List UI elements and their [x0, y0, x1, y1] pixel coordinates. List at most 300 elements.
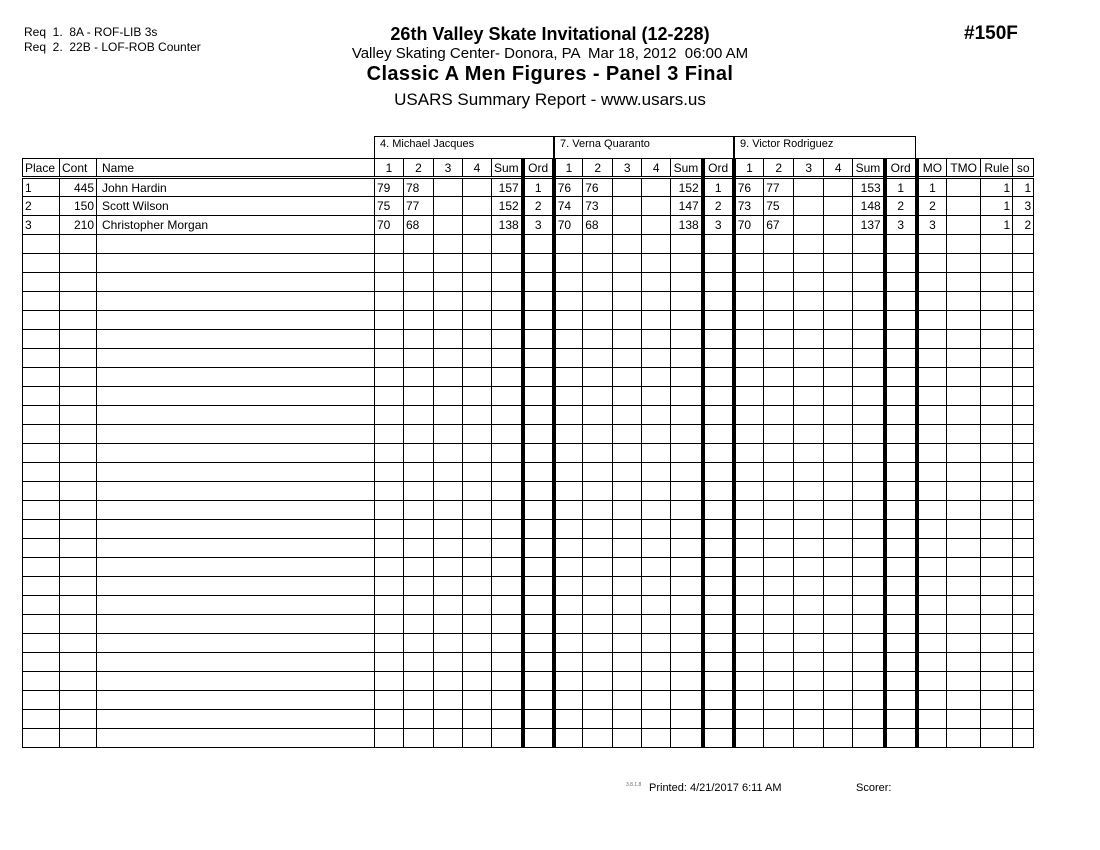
so-cell: 2: [1013, 216, 1034, 235]
col-place: Place: [23, 159, 60, 178]
judge1-score-cell: [375, 444, 404, 463]
judge3-score-cell: [885, 330, 917, 349]
empty-row: [23, 444, 1034, 463]
so-cell: [1013, 387, 1034, 406]
judge2-score-cell: [583, 387, 613, 406]
col-rule: Rule: [981, 159, 1013, 178]
judge1-score-cell: [375, 387, 404, 406]
judge3-score-cell: [734, 254, 764, 273]
judge1-score-cell: [463, 216, 492, 235]
judge3-score-cell: [794, 729, 824, 748]
judge3-score-cell: [824, 444, 853, 463]
judge1-score-cell: [463, 425, 492, 444]
cont-cell: [60, 425, 97, 444]
name-cell: John Hardin: [97, 178, 375, 197]
judge2-score-cell: [642, 254, 671, 273]
judge3-score-cell: [824, 710, 853, 729]
judge1-score-cell: [492, 425, 523, 444]
place-cell: [23, 406, 60, 425]
name-cell: [97, 349, 375, 368]
tmo-cell: [947, 539, 981, 558]
judge1-score-cell: 77: [404, 197, 434, 216]
place-cell: 1: [23, 178, 60, 197]
judge3-score-cell: [764, 710, 794, 729]
rule-cell: 1: [981, 178, 1013, 197]
judge3-score-cell: [794, 368, 824, 387]
judge3-score-cell: [824, 235, 853, 254]
judge2-score-cell: [671, 368, 703, 387]
judge2-score-cell: [671, 330, 703, 349]
judge2-score-cell: [613, 311, 642, 330]
judge3-score-cell: [734, 311, 764, 330]
judge2-score-cell: [613, 653, 642, 672]
judge2-score-cell: [554, 653, 583, 672]
judge1-score-cell: [523, 254, 554, 273]
judge2-score-cell: [613, 216, 642, 235]
judge3-score-cell: [734, 387, 764, 406]
judge1-score-cell: [404, 577, 434, 596]
judge3-score-cell: [853, 482, 885, 501]
judge2-score-cell: [613, 254, 642, 273]
judge2-score-cell: [671, 425, 703, 444]
mo-cell: 3: [917, 216, 947, 235]
tmo-cell: [947, 463, 981, 482]
col-j3-2: 2: [764, 159, 794, 178]
place-cell: [23, 273, 60, 292]
place-cell: [23, 577, 60, 596]
judge3-score-cell: [824, 653, 853, 672]
judge3-score-cell: [794, 254, 824, 273]
cont-cell: [60, 368, 97, 387]
judge2-score-cell: [703, 292, 734, 311]
mo-cell: [917, 368, 947, 387]
judge3-score-cell: [853, 596, 885, 615]
rule-cell: [981, 292, 1013, 311]
col-cont: Cont: [60, 159, 97, 178]
place-cell: [23, 330, 60, 349]
judge3-score-cell: [764, 672, 794, 691]
judge1-score-cell: [492, 292, 523, 311]
judge2-score-cell: [583, 330, 613, 349]
rule-cell: [981, 634, 1013, 653]
tmo-cell: [947, 710, 981, 729]
judge1-score-cell: [523, 330, 554, 349]
judge3-score-cell: [794, 558, 824, 577]
judge2-score-cell: [642, 729, 671, 748]
judge3-score-cell: [764, 311, 794, 330]
judge1-score-cell: [434, 330, 463, 349]
judge1-score-cell: 68: [404, 216, 434, 235]
mo-cell: [917, 691, 947, 710]
tmo-cell: [947, 311, 981, 330]
judge2-score-cell: [583, 406, 613, 425]
judge1-score-cell: [375, 501, 404, 520]
empty-row: [23, 615, 1034, 634]
mo-cell: [917, 577, 947, 596]
judge1-score-cell: [492, 691, 523, 710]
rule-cell: [981, 577, 1013, 596]
judge3-score-cell: [824, 596, 853, 615]
judge3-score-cell: 2: [885, 197, 917, 216]
judge3-score-cell: [764, 273, 794, 292]
judge2-score-cell: [554, 539, 583, 558]
empty-row: [23, 406, 1034, 425]
tmo-cell: [947, 330, 981, 349]
judge1-score-cell: [375, 254, 404, 273]
empty-row: [23, 653, 1034, 672]
col-name: Name: [97, 159, 375, 178]
judge2-score-cell: [554, 501, 583, 520]
judge2-score-cell: [671, 273, 703, 292]
name-cell: [97, 615, 375, 634]
judge2-score-cell: [642, 197, 671, 216]
judge3-score-cell: [885, 406, 917, 425]
judge2-score-cell: [554, 463, 583, 482]
judge3-score-cell: [764, 577, 794, 596]
judge3-score-cell: [824, 178, 853, 197]
empty-row: [23, 577, 1034, 596]
judge1-score-cell: [404, 634, 434, 653]
judge3-score-cell: [885, 254, 917, 273]
judge1-score-cell: [434, 349, 463, 368]
judge3-score-cell: [764, 330, 794, 349]
judge3-score-cell: [824, 349, 853, 368]
judge2-score-cell: [671, 672, 703, 691]
empty-row: [23, 596, 1034, 615]
judge2-score-cell: [642, 425, 671, 444]
tmo-cell: [947, 482, 981, 501]
so-cell: [1013, 368, 1034, 387]
name-cell: [97, 444, 375, 463]
empty-row: [23, 634, 1034, 653]
name-cell: [97, 729, 375, 748]
so-cell: [1013, 710, 1034, 729]
judge2-score-cell: [703, 520, 734, 539]
judge3-score-cell: [885, 596, 917, 615]
judge3-score-cell: [885, 463, 917, 482]
judge1-score-cell: [463, 558, 492, 577]
rule-cell: [981, 444, 1013, 463]
name-cell: [97, 596, 375, 615]
cont-cell: [60, 710, 97, 729]
mo-cell: 2: [917, 197, 947, 216]
judge3-score-cell: [794, 349, 824, 368]
judge3-score-cell: [764, 425, 794, 444]
name-cell: [97, 672, 375, 691]
judge3-score-cell: [824, 216, 853, 235]
place-cell: [23, 672, 60, 691]
judge1-score-cell: [492, 406, 523, 425]
judge3-score-cell: [853, 368, 885, 387]
tmo-cell: [947, 349, 981, 368]
so-cell: [1013, 235, 1034, 254]
judge2-score-cell: [671, 235, 703, 254]
judge2-score-cell: [671, 292, 703, 311]
judge2-score-cell: [613, 330, 642, 349]
judge3-score-cell: [853, 539, 885, 558]
place-cell: [23, 596, 60, 615]
tmo-cell: [947, 292, 981, 311]
table-row: [23, 197, 1034, 216]
judge2-score-cell: [642, 653, 671, 672]
empty-row: [23, 425, 1034, 444]
judge2-score-cell: [703, 539, 734, 558]
empty-row: [23, 672, 1034, 691]
judge2-score-cell: [703, 444, 734, 463]
judge3-score-cell: 67: [764, 216, 794, 235]
judge2-score-cell: [703, 596, 734, 615]
judge1-score-cell: [375, 520, 404, 539]
judge1-score-cell: [404, 653, 434, 672]
name-cell: [97, 463, 375, 482]
empty-row: [23, 387, 1034, 406]
judge2-score-cell: [583, 444, 613, 463]
so-cell: [1013, 577, 1034, 596]
judge2-score-cell: [642, 501, 671, 520]
judge3-score-cell: [824, 273, 853, 292]
rule-cell: 1: [981, 197, 1013, 216]
judge1-score-cell: [492, 482, 523, 501]
mo-cell: [917, 425, 947, 444]
judge3-score-cell: 73: [734, 197, 764, 216]
judge2-score-cell: [642, 577, 671, 596]
judge1-score-cell: [404, 539, 434, 558]
judge2-score-cell: [703, 311, 734, 330]
judge2-score-cell: [642, 672, 671, 691]
judge3-score-cell: [824, 292, 853, 311]
judge3-score-cell: [764, 368, 794, 387]
judge3-score-cell: [794, 577, 824, 596]
judge1-score-cell: [492, 596, 523, 615]
empty-row: [23, 368, 1034, 387]
name-cell: [97, 292, 375, 311]
judge2-score-cell: [613, 520, 642, 539]
judge1-score-cell: [463, 691, 492, 710]
judge3-score-cell: [794, 596, 824, 615]
judge3-score-cell: [764, 653, 794, 672]
judge2-score-cell: [671, 482, 703, 501]
judge2-score-cell: [554, 672, 583, 691]
judge3-score-cell: [885, 311, 917, 330]
judge1-score-cell: [523, 235, 554, 254]
judge-header-3: 9. Victor Rodriguez: [734, 136, 916, 158]
judge3-score-cell: [764, 387, 794, 406]
rule-cell: [981, 406, 1013, 425]
judge2-score-cell: [642, 235, 671, 254]
rule-cell: [981, 463, 1013, 482]
judge1-score-cell: [523, 577, 554, 596]
name-cell: [97, 520, 375, 539]
judge2-score-cell: [642, 539, 671, 558]
cont-cell: [60, 501, 97, 520]
name-cell: [97, 425, 375, 444]
judge1-score-cell: [404, 406, 434, 425]
requirement-2: Req 2. 22B - LOF-ROB Counter: [24, 40, 201, 54]
name-cell: [97, 311, 375, 330]
place-cell: [23, 311, 60, 330]
mo-cell: [917, 349, 947, 368]
empty-row: [23, 501, 1034, 520]
tmo-cell: [947, 615, 981, 634]
judge2-score-cell: [642, 463, 671, 482]
judge3-score-cell: [794, 501, 824, 520]
mo-cell: [917, 387, 947, 406]
judge2-score-cell: [613, 349, 642, 368]
judge2-score-cell: [613, 615, 642, 634]
judge3-score-cell: [734, 539, 764, 558]
judge1-score-cell: [375, 653, 404, 672]
col-tmo: TMO: [947, 159, 981, 178]
so-cell: [1013, 425, 1034, 444]
tmo-cell: [947, 672, 981, 691]
judge3-score-cell: [853, 558, 885, 577]
judge2-score-cell: [554, 292, 583, 311]
judge2-score-cell: [703, 501, 734, 520]
judge3-score-cell: [764, 634, 794, 653]
judge3-score-cell: [885, 292, 917, 311]
judge1-score-cell: [375, 672, 404, 691]
judge1-score-cell: [492, 615, 523, 634]
cont-cell: [60, 349, 97, 368]
judge3-score-cell: [734, 634, 764, 653]
judge2-score-cell: [613, 691, 642, 710]
judge3-score-cell: [885, 558, 917, 577]
judge1-score-cell: [434, 482, 463, 501]
judge2-score-cell: [703, 235, 734, 254]
judge3-score-cell: [794, 653, 824, 672]
judge2-score-cell: [703, 729, 734, 748]
judge3-score-cell: [794, 311, 824, 330]
venue-date: Valley Skating Center- Donora, PA Mar 18, 2012 06:00 AM: [351, 45, 749, 62]
judge1-score-cell: [523, 672, 554, 691]
rule-cell: [981, 273, 1013, 292]
judge3-score-cell: [764, 235, 794, 254]
judge1-score-cell: [404, 444, 434, 463]
rule-cell: [981, 235, 1013, 254]
judge3-score-cell: [734, 501, 764, 520]
judge3-score-cell: [764, 406, 794, 425]
judge2-score-cell: [671, 254, 703, 273]
judge1-score-cell: [492, 463, 523, 482]
judge3-score-cell: [824, 691, 853, 710]
name-cell: [97, 710, 375, 729]
judge1-score-cell: [404, 463, 434, 482]
judge2-score-cell: [613, 577, 642, 596]
judge3-score-cell: [764, 349, 794, 368]
judge1-score-cell: 157: [492, 178, 523, 197]
col-j3-ord: Ord: [885, 159, 917, 178]
judge1-score-cell: [375, 425, 404, 444]
judge1-score-cell: [463, 596, 492, 615]
rule-cell: [981, 330, 1013, 349]
judge2-score-cell: [583, 558, 613, 577]
judge2-score-cell: [613, 368, 642, 387]
so-cell: [1013, 406, 1034, 425]
col-mo: MO: [917, 159, 947, 178]
cont-cell: 445: [60, 178, 97, 197]
place-cell: [23, 482, 60, 501]
tmo-cell: [947, 558, 981, 577]
judge1-score-cell: [434, 387, 463, 406]
empty-row: [23, 729, 1034, 748]
judge2-score-cell: [671, 349, 703, 368]
judge2-score-cell: [671, 444, 703, 463]
judge1-score-cell: [523, 425, 554, 444]
judge1-score-cell: [523, 596, 554, 615]
col-j2-3: 3: [613, 159, 642, 178]
judge2-score-cell: [703, 634, 734, 653]
judge3-score-cell: 153: [853, 178, 885, 197]
name-cell: [97, 501, 375, 520]
so-cell: [1013, 596, 1034, 615]
judge3-score-cell: [794, 672, 824, 691]
judge1-score-cell: 2: [523, 197, 554, 216]
table-row: [23, 216, 1034, 235]
judge1-score-cell: [463, 501, 492, 520]
judge1-score-cell: [434, 520, 463, 539]
judge1-score-cell: [375, 463, 404, 482]
judge3-score-cell: [824, 311, 853, 330]
judge1-score-cell: [463, 520, 492, 539]
judge2-score-cell: [613, 729, 642, 748]
cont-cell: [60, 406, 97, 425]
judge3-score-cell: [853, 273, 885, 292]
judge3-score-cell: [734, 406, 764, 425]
judge2-score-cell: [583, 425, 613, 444]
judge1-score-cell: [375, 634, 404, 653]
judge2-score-cell: 152: [671, 178, 703, 197]
rule-cell: [981, 368, 1013, 387]
judge1-score-cell: [523, 444, 554, 463]
judge1-score-cell: [523, 406, 554, 425]
judge2-score-cell: [671, 710, 703, 729]
judge3-score-cell: [734, 235, 764, 254]
cont-cell: [60, 482, 97, 501]
judge2-score-cell: [583, 691, 613, 710]
judge1-score-cell: [523, 368, 554, 387]
judge1-score-cell: [404, 349, 434, 368]
judge3-score-cell: [794, 634, 824, 653]
name-cell: [97, 634, 375, 653]
mo-cell: 1: [917, 178, 947, 197]
judge2-score-cell: [613, 387, 642, 406]
judge1-score-cell: [434, 653, 463, 672]
judge3-score-cell: [794, 178, 824, 197]
judge2-score-cell: [554, 235, 583, 254]
judge1-score-cell: [404, 254, 434, 273]
name-cell: [97, 273, 375, 292]
judge3-score-cell: [824, 406, 853, 425]
mo-cell: [917, 330, 947, 349]
judge2-score-cell: [613, 444, 642, 463]
rule-cell: 1: [981, 216, 1013, 235]
place-cell: [23, 615, 60, 634]
judge2-score-cell: [613, 539, 642, 558]
place-cell: [23, 710, 60, 729]
empty-row: [23, 558, 1034, 577]
judge3-score-cell: [853, 311, 885, 330]
so-cell: [1013, 311, 1034, 330]
judge1-score-cell: [434, 178, 463, 197]
judge2-score-cell: [642, 216, 671, 235]
judge2-score-cell: [671, 596, 703, 615]
judge1-score-cell: [492, 349, 523, 368]
rule-cell: [981, 501, 1013, 520]
judge2-score-cell: [583, 634, 613, 653]
cont-cell: [60, 254, 97, 273]
judge3-score-cell: [853, 577, 885, 596]
judge2-score-cell: [642, 520, 671, 539]
